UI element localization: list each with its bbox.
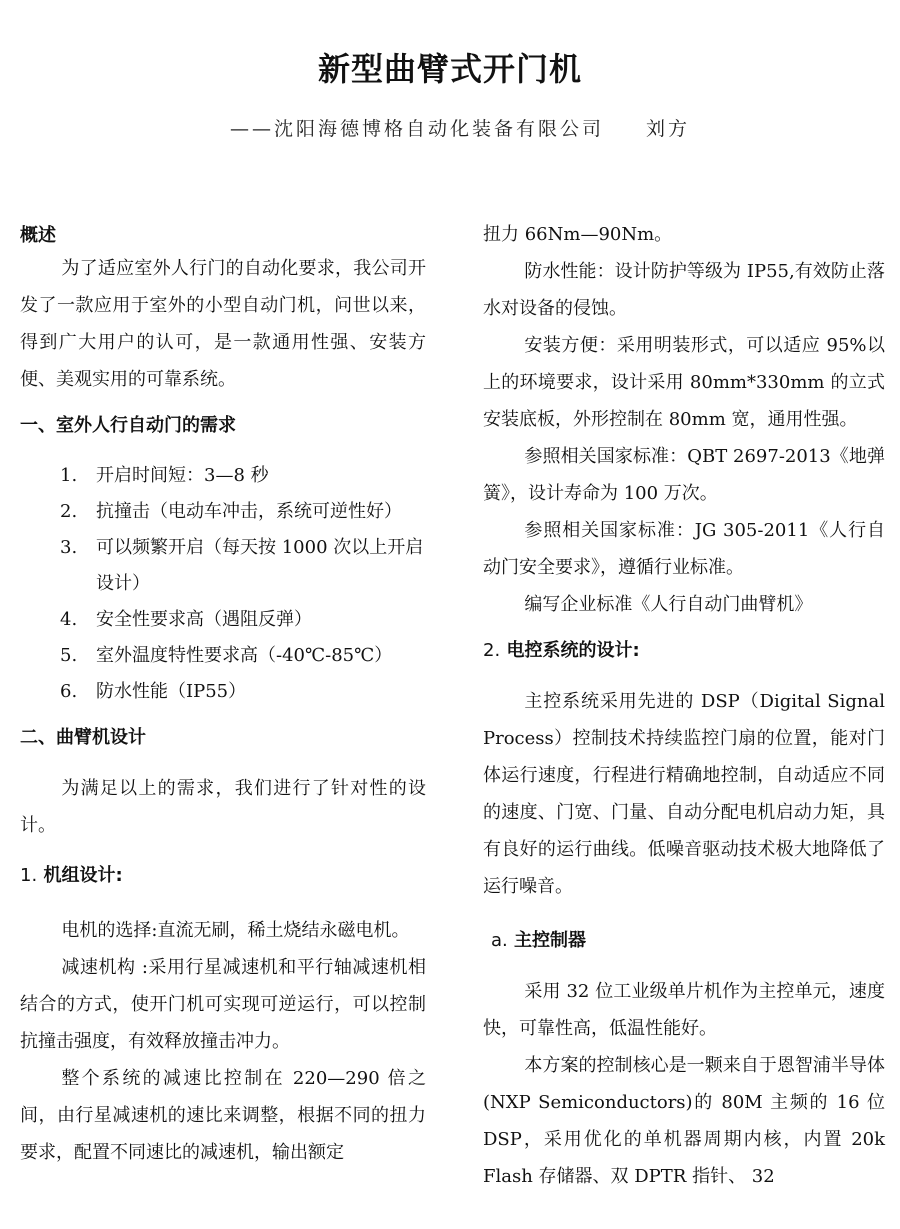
list-item: 4. 安全性要求高（遇阻反弹） [60,609,312,630]
install-paragraph: 安装方便：采用明装形式，可以适应 95%以上的环境要求，设计采用 80mm*330mm 的立式安装底板，外形控制在 80mm 宽，通用性强。 [483,335,885,430]
byline [0,114,900,141]
right-column [483,216,885,1195]
subsection1-heading: 1. 机组设计: [20,865,123,886]
list-item: 1. 开启时间短：3—8 秒 [60,465,269,486]
overview-paragraph: 为了适应室外人行门的自动化要求，我公司开发了一款应用于室外的小型自动门机，问世以来，得到广大用户的认可，是一款通用性强、安装方便、美观实用的可靠系统。 [20,258,426,390]
requirements-list [20,458,426,710]
ratio-paragraph: 整个系统的减速比控制在 220—290 倍之间，由行星减速机的速比来调整，根据不同的扭力要求，配置不同速比的减速机，输出额定 [20,1068,426,1163]
list-item: 6. 防水性能（IP55） [60,681,247,702]
motor-paragraph: 电机的选择:直流无刷，稀土烧结永磁电机。 [61,920,410,941]
list-item: 5. 室外温度特性要求高（-40℃-85℃） [60,645,393,666]
overview-heading: 概述 [20,225,56,246]
byline-author: 刘方 [646,118,691,140]
torque-line: 扭力 66Nm—90Nm。 [483,224,673,245]
standard-3-paragraph: 编写企业标准《人行自动门曲臂机》 [524,594,813,615]
mcu-paragraph: 采用 32 位工业级单片机作为主控单元，速度快，可靠性高，低温性能好。 [483,981,885,1039]
waterproof-paragraph: 防水性能：设计防护等级为 IP55,有效防止落水对设备的侵蚀。 [483,261,885,319]
section2-heading: 二、曲臂机设计 [20,727,146,748]
list-item: 2. 抗撞击（电动车冲击，系统可逆性好） [60,501,402,522]
document-title: 新型曲臂式开门机 [317,50,582,88]
reducer-paragraph: 减速机构 :采用行星减速机和平行轴减速机相结合的方式，使开门机可实现可逆运行，可以控制抗撞击强度，有效释放撞击冲力。 [20,957,426,1052]
standard-1-paragraph: 参照相关国家标准：QBT 2697-2013《地弹簧》，设计寿命为 100 万次。 [483,446,885,504]
subsection2-heading: 2. 电控系统的设计: [483,640,640,661]
subsection-a-heading: a. 主控制器 [491,930,587,951]
standard-2-paragraph: 参照相关国家标准：JG 305-2011《人行自动门安全要求》，遵循行业标准。 [483,520,885,578]
left-column [20,216,426,1171]
control-paragraph: 主控系统采用先进的 DSP（Digital Signal Process）控制技术持续监控门扇的位置，能对门体运行速度，行程进行精确地控制，自动适应不同的速度、门宽、门量、自动分配电机启动力矩，具有良好的运行曲线。低噪音驱动技术极大地降低了运行噪音。 [483,691,885,897]
section2-intro: 为满足以上的需求，我们进行了针对性的设计。 [20,778,426,836]
byline-company: ——沈阳海德博格自动化装备有限公司 [229,118,604,140]
section1-heading: 一、室外人行自动门的需求 [20,415,236,436]
core-paragraph: 本方案的控制核心是一颗来自于恩智浦半导体(NXP Semiconductors)的 80M 主频的 16 位 DSP，采用优化的单机器周期内核，内置 20k Flash 存储器、双 DPTR 指针、 32 [483,1055,885,1187]
list-item: 3. 可以频繁开启（每天按 1000 次以上开启设计） [60,537,424,594]
